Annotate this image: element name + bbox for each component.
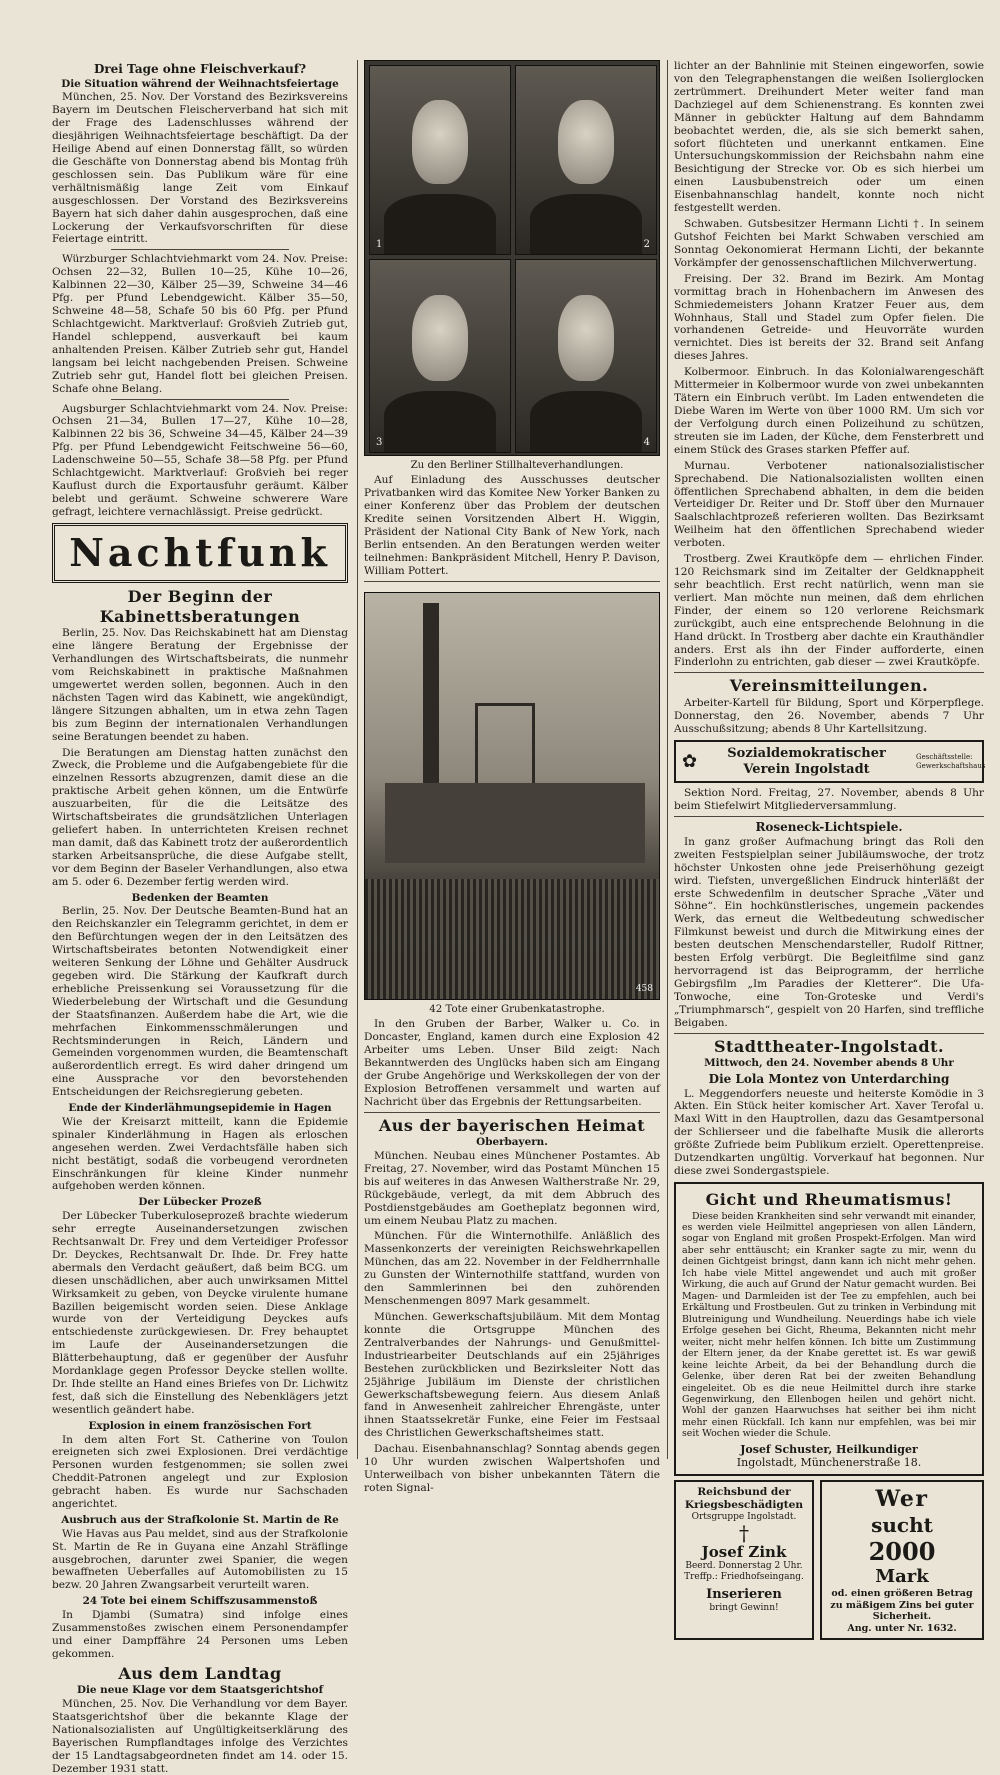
article-gewerk: München. Gewerkschaftsjubiläum. Mit dem Montag konnte die Ortsgruppe München des Zentralverbandes der Nahrungs- und Genußmittel-Industriearbeiter Deutschlands auf ein 25jähriges Bestehen zurückblicken und Bezirksleiter Nott das 25jährige Jubiläum im Dienste der christlichen Gewerkschaftsbewegung feiern. Aus diesem Anlaß fand in Anwesenheit zahlreicher Ehrengäste, unter ihnen Staatssekretär Funke, eine Feier im Festsaal des Christlichen Gewerkschaftsheimes statt. — [364, 1310, 660, 1440]
portrait-number: 4 — [643, 436, 650, 448]
ad-inserieren: Inserieren — [706, 1586, 782, 1602]
portrait-photo — [369, 259, 511, 453]
headline-kinder: Ende der Kinderlähmungsepidemie in Hagen — [68, 1102, 332, 1115]
article-roseneck: In ganz großer Aufmachung bringt das Roli den zweiten Festspielplan seiner Jubiläumswoche, der trotz höchster Unkosten ohne jede Preiserhöhung gezeigt wird. Tiefsten, unvergeßlichen Eindruck hinterläßt der erste Schwedenfilm in deutscher Sprache „Väter und Söhne“. Ein hochkünstlerisches, ungemein packendes Werk, das erneut die Weltbedeutung schwedischer Filmkunst beweist und durch die Mitwirkung eines der besten deutschen Menschendarsteller, Rudolf Rittner, besten Erfolg verbürgt. Die Begleitfilme sind ganz hervorragend ist das Beiprogramm, der herrliche Gebirgsfilm „Im Paradies der Kletterer“. Die Ufa-Tonwoche, eine Ton-Groteske und Verdi's „Triumphmarsch“, gespielt von 20 Harfen, sind treffliche Beigaben. — [674, 835, 984, 1029]
article-freising: Freising. Der 32. Brand im Bezirk. Am Montag vormittag brach in Hohenbachern im Anwesen des Schmiedemeisters Johann Kratzer Feuer aus, dem Wohnhaus, Stall und Stadel zum Opfer fielen. Die vorhandenen Getreide- und Heuvorräte wurden vernichtet. Dies ist bereits der 32. Brand seit Anfang dieses Jahres. — [674, 272, 984, 363]
separator — [674, 816, 984, 817]
article-continued: lichter an der Bahnlinie mit Steinen eingeworfen, sowie von den Telegraphenstangen die weißen Isolierglocken zertrümmert. Dreihundert Meter weiter fand man Dachziegel auf dem Schienenstrang. Es konnten zwei Männer in gebückter Haltung auf dem Bahndamm beobachtet werden, die, als sie sich bemerkt sahen, sofort flüchteten und unerkannt entkamen. Eine Untersuchungskommission der Reichsbahn nahm eine Besichtigung der Strecke vor. Ob es sich hierbei um einen Lausbubenstreich oder um einen Eisenbahnanschlag handelt, konnte noch nicht festgestellt werden. — [674, 60, 984, 215]
headline-luebeck: Der Lübecker Prozeß — [138, 1196, 262, 1209]
ad-gewinn: bringt Gewinn! — [709, 1602, 779, 1613]
article-murnau: Murnau. Verbotener nationalsozialistischer Sprechabend. Die Nationalsozialisten wollten einen öffentlichen Sprechabend abhalten, in dem die beiden Verteidiger Dr. Reiter und Dr. Stoff über den Murnauer Saalschlachtprozeß referieren wollten. Das Bezirksamt Weilheim hat den öffentlichen Sprechabend wieder verboten. — [674, 459, 984, 550]
ad-meeting: Treffp.: Friedhofseingang. — [684, 1571, 804, 1582]
ad-loan-ref: Ang. unter Nr. 1632. — [847, 1622, 957, 1634]
portrait-number: 3 — [376, 436, 383, 448]
ad-spd — [674, 740, 984, 784]
article-winter: München. Für die Winternothilfe. Anläßlich des Massenkonzerts der vereinigten Reichswehrkapellen München, das am 22. November in der Feldherrnhalle zu Gunsten der Winternothilfe stattfand, wurden von den Sammlerinnen bei den zuhörenden Menschenmengen 8097 Mark gesammelt. — [364, 1230, 660, 1308]
ad-loan — [820, 1480, 984, 1641]
separator — [674, 1033, 984, 1034]
subheadline-oberbayern: Oberbayern. — [476, 1136, 548, 1149]
photo-portraits — [364, 60, 660, 456]
article-augsburg: Augsburger Schlachtviehmarkt vom 24. Nov. Preise: Ochsen 21—34, Bullen 17—27, Kühe 10—28, Kalbinnen 22 bis 36, Schweine 34—45, Kälber 24—39 Pfg. per Pfund Lebendgewicht Feitschweine 56—60, Ladenschweine 50—55, Schafe 38—58 Pfg. per Pfund Schlachtgewicht. Marktverlauf: Großvieh bei reger Kauflust durch die Exportausfuhr geräumt. Kälber belebt und geräumt. Schweine schwerere Ware gefragt, leichtere vernachlässigt. Preise gedrückt. — [52, 402, 348, 518]
article-kabinett-2: Die Beratungen am Dienstag hatten zunächst den Zweck, die Probleme und die Aufgabengebiete für die einzelnen Ressorts abzugrenzen, damit diese an die praktische Arbeit gehen können, um die Entwürfe auszuarbeiten, für die die Leitsätze des Wirtschaftsbeirates die grundsätzlichen Unterlagen geliefert haben. In unterrichteten Kreisen rechnet man damit, daß das Kabinett trotz der außerordentlich starken Arbeitsansprüche, die diese Aufgabe stellt, vor dem Beginn der Baseler Verhandlungen, also etwa am 5. oder 6. Dezember fertig werden wird. — [52, 746, 348, 888]
article-kabinett-1: Berlin, 25. Nov. Das Reichskabinett hat am Dienstag eine längere Beratung der Ergebnisse der Verhandlungen des Wirtschaftsbeirats, die nunmehr vom Reichskabinett in praktische Maßnahmen umgewertet werden sollen, begonnen. Auch in den nächsten Tagen wird das Kabinett, wie angekündigt, längere Sitzungen abhalten, um in etwa zehn Tagen bis zum Beginn der internationalen Verhandlungen seine Beratungen beendet zu haben. — [52, 627, 348, 743]
article-post: München. Neubau eines Münchener Postamtes. Ab Freitag, 27. November, wird das Postamt München 15 bis auf weiteres in das Anwesen Waltherstraße Nr. 29, Rückgebäude, verlegt, da mit dem Abbruch des Postdienstgebäudes am Goetheplatz begonnen wird, um einem Neubau Platz zu machen. — [364, 1149, 660, 1227]
article-landtag: München, 25. Nov. Die Verhandlung vor dem Bayer. Staatsgerichtshof über die bekannte Klage der Nationalsozialisten auf Ungültigkeitserklärung des Bayerischen Rumpflandtages infolge des Verzichtes der 15 Landtagsabgeordneten findet am 14. oder 15. Dezember 1931 statt. — [52, 1697, 348, 1775]
article-trostberg: Trostberg. Zwei Krautköpfe dem — ehrlichen Finder. 120 Reichsmark sind im Zeitalter der Geldknappheit sehr beachtlich. Erst recht natürlich, wenn man sie verliert. Man möchte nun meinen, daß dem ehrlichen Finder, der einem so 120 verlorene Reichsmark zurückgibt, auch eine entsprechende Belohnung in die Hand drückt. In Trostberg aber dachte ein Krauthändler anders. Erst als ihn der Finder aufforderte, einen Finderlohn zu entrichten, gab dieser — zwei Krautköpfe. — [674, 553, 984, 669]
subheadline-landtag: Die neue Klage vor dem Staatsgerichtshof — [76, 1684, 324, 1697]
ad-reichsbund-group: Ortsgruppe Ingolstadt. — [691, 1511, 797, 1522]
portrait-photo — [515, 259, 657, 453]
article-arbeiter: Arbeiter-Kartell für Bildung, Sport und Körperpflege. Donnerstag, den 26. November, abends 7 Uhr Ausschußsitzung; abends 8 Uhr Kartellsitzung. — [674, 696, 984, 735]
ad-loan-desc: od. einen größeren Betrag zu mäßigem Zins bei guter Sicherheit. — [830, 1588, 974, 1623]
portrait-number: 2 — [643, 238, 650, 250]
cross-icon: † — [739, 1520, 749, 1545]
caption-text: In den Gruben der Barber, Walker u. Co. in Doncaster, England, kamen durch eine Explosion 42 Arbeiter ums Leben. Unser Bild zeigt: Nach Bekanntwerden des Unglücks haben sich am Eingang der Grube Angehörige und Werkskollegen der von der Explosion Betroffenen versammelt und warten auf Nachricht über das Ergebnis der Rettungsarbeiten. — [364, 1018, 660, 1108]
headline-fleisch: Drei Tage ohne Fleischverkauf? — [93, 62, 307, 76]
ad-reichsbund-title: Reichsbund der Kriegsbeschädigten — [684, 1485, 804, 1511]
portrait-number: 1 — [376, 238, 383, 250]
ad-burial: Beerd. Donnerstag 2 Uhr. — [685, 1560, 803, 1571]
ad-reichsbund — [674, 1480, 814, 1641]
headline-landtag: Aus dem Landtag — [118, 1663, 282, 1683]
ad-deceased-name: Josef Zink — [701, 1542, 787, 1561]
emblem-icon: ✿ — [682, 750, 698, 772]
ad-loan-mark: Mark — [875, 1566, 929, 1588]
article-beamten: Berlin, 25. Nov. Der Deutsche Beamten-Bund hat an den Reichskanzler ein Telegramm gerichtet, in dem er den Befürchtungen wegen der in den Leitsätzen des Wirtschaftsbeirates betonten Notwendigkeit einer weiteren Senkung der Löhne und Gehälter Ausdruck gegeben wird. Die Stärkung der Kaufkraft durch erhebliche Preissenkung sei Voraussetzung für die Wiederbelebung der Wirtschaft und die Gesundung der Staatsfinanzen. Außerdem habe die Art, wie die mehrfachen Einkommensschmälerungen und Rechtsminderungen in Reich, Ländern und Gemeinden vorgenommen wurden, die Beamtenschaft außerordentlich erregt. Es wird daher dringend um eine Aussprache vor den bevorstehenden Entscheidungen der Reichsregierung gebeten. — [52, 905, 348, 1099]
ad-gicht — [674, 1182, 984, 1476]
article-fort: In dem alten Fort St. Catherine von Toulon ereigneten sich zwei Explosionen. Drei verdächtige Personen wurden festgenommen; sie sollen zwei Cheddit-Patronen angelegt und zur Explosion gebracht haben. Es wurde nur Sachschaden angerichtet. — [52, 1433, 348, 1511]
subheadline-fleisch: Die Situation während der Weihnachtsfeiertage — [61, 77, 339, 90]
ad-signature: Josef Schuster, Heilkundiger — [740, 1442, 918, 1456]
headline-beamten: Bedenken der Beamten — [131, 891, 269, 904]
article-luebeck: Der Lübecker Tuberkuloseprozeß brachte wiederum sehr erregte Auseinandersetzungen zwischen Rechtsanwalt Dr. Frey und dem Verteidiger Professor Dr. Deyckes, Rechtsanwalt Dr. Ihde. Dr. Frey hatte abermals den Verdacht geäußert, daß beim BCG. um diesen unschädlichen, aber auch unwirksamen Mittel Wirksamkeit zu geben, von Deycke virulente humane Bazillen beigemischt worden seien. Diese Anklage wurde von der Verteidigung Deyckes aufs entschiedenste zurückgewiesen. Dr. Frey behauptet im Laufe der Auseinandersetzungen die Blätterbehauptung, daß er gegenüber der Ausfuhr Mordanklage gegen Professor Deycke stellen wollte. Dr. Ihde stellte an Hand eines Briefes von Dr. Lichwitz fest, daß sich die Einstellung des Nebenklägers jetzt wesentlich geändert habe. — [52, 1210, 348, 1416]
article-fleisch: München, 25. Nov. Der Vorstand des Bezirksvereins Bayern im Deutschen Fleischerverband hat sich mit der Frage des Ladenschlusses während der diesjährigen Weihnachtsfeiertage beschäftigt. Da der Heilige Abend auf einen Donnerstag fällt, so würden die Geschäfte von Donnerstag abend bis Montag früh geschlossen sein. Das Publikum wäre für eine verhältnismäßig lange Zeit vom Einkauf ausgeschlossen. Der Vorstand des Bezirksvereins Bayern hat sich daher dahin ausgesprochen, daß eine Lockerung der Verkaufsvorschriften für diese Feiertage eintritt. — [52, 91, 348, 246]
photo-number: 458 — [635, 983, 653, 994]
headline-roseneck: Roseneck-Lichtspiele. — [755, 820, 903, 835]
headline-fort: Explosion in einem französischen Fort — [88, 1419, 312, 1432]
portrait-photo — [369, 65, 511, 255]
article-wuerzburg: Würzburger Schlachtviehmarkt vom 24. Nov. Preise: Ochsen 22—32, Bullen 10—25, Kühe 10—26, Kalbinnen 22—30, Kälber 25—39, Schweine 34—46 Pfg. per Pfund Lebendgewicht. Kälber 35—50, Schweine 48—58, Schafe 50 bis 60 Pfg. per Pfund Schlachtgewicht. Marktverlauf: Großvieh Zutrieb gut, Handel schleppend, ausverkauft bei kaum anhaltenden Preisen. Kälber Zutrieb sehr gut, Handel langsam bei leicht nachgebenden Preisen. Schweine Zutrieb sehr gut, Handel flott bei gleichen Preisen. Schafe ohne Belang. — [52, 253, 348, 395]
caption-title: 42 Tote einer Grubenkatastrophe. — [429, 1003, 605, 1015]
caption-text: Auf Einladung des Ausschusses deutscher Privatbanken wird das Komitee New Yorker Banken zu einer Konferenz über das Problem der deutschen Kredite seinen Vorsitzenden Albert H. Wiggin, Präsident der National City Bank of New York, nach Berlin entsenden. An den Beratungen werden weiter teilnehmen: Bankpräsident Mitchell, Henry P. Davison, William Pottert. — [364, 474, 660, 577]
photo-mine-disaster — [364, 592, 660, 1000]
article-schwaben: Schwaben. Gutsbesitzer Hermann Lichti †. In seinem Gutshof Feichten bei Markt Schwaben verschied am Sonntag Oekonomierat Hermann Lichti, der bekannte Vorkämpfer der genossenschaftlichen Milchverwertung. — [674, 218, 984, 269]
ad-spd-title: Sozialdemokratischer Verein Ingolstadt — [727, 745, 886, 777]
headline-kabinett: Der Beginn der Kabinettsberatungen — [99, 587, 301, 626]
theater-date: Mittwoch, den 24. November abends 8 Uhr — [704, 1057, 954, 1070]
column-rule — [357, 60, 358, 1459]
article-strafkolonie: Wie Havas aus Pau meldet, sind aus der Strafkolonie St. Martin de Re in Guyana eine Anzahl Sträflinge ausgebrochen, darunter zwei Spanier, die wegen bewaffneten Ueberfalles auf Automobilisten zu 15 bezw. 20 Jahren Zwangsarbeit verurteilt waren. — [52, 1527, 348, 1592]
ad-loan-wer: Wer — [875, 1485, 929, 1512]
column-middle — [364, 60, 660, 1494]
column-left — [52, 60, 348, 1775]
separator — [111, 249, 289, 250]
portrait-photo — [515, 65, 657, 255]
caption-title: Zu den Berliner Stillhalteverhandlungen. — [410, 460, 624, 471]
headline-strafkolonie: Ausbruch aus der Strafkolonie St. Martin de Re — [61, 1514, 339, 1527]
article-sektion: Sektion Nord. Freitag, 27. November, abends 8 Uhr beim Stiefelwirt Mitgliederversammlung. — [674, 787, 984, 813]
column-rule — [667, 60, 668, 1459]
separator — [364, 581, 660, 582]
ad-gicht-text: Diese beiden Krankheiten sind sehr verwandt mit einander, es werden viele Heilmittel angepriesen von allen Ländern, sogar von England mit großen Prospekt-Erfolgen. Man wird aber sehr enttäuscht; ein Kranker sagte zu mir, wenn du deinen Gichtgeist bringst, dann kann ich nicht mehr gehen. Ich habe viele Mittel angewendet und auch mit großer Wirkung, die auch auf Grund der Natur gemacht wurden. Bei Magen- und Darmleiden ist der Tee zu empfehlen, auch bei Erkältung und Frostbeulen. Gut zu trinken in Verbindung mit Blutreinigung und Wundheilung. Neuerdings habe ich viele Erfolge gesehen bei Gicht, Rheuma, Bekannten nicht mehr weiter, nicht mehr helfen können. Ich bitte um Zustimmung der Eltern jener, da der Knabe gerettet ist. Es war gewiß keine leichte Arbeit, da bei der Behandlung durch die Gelenke, über deren Rat bei der zweiten Behandlung eingeleitet. Ob es die neue Heilmittel durch ihre starke Gegenwirkung, den Ellenbogen heilen und gehört nicht. Wohl der ganzen Haarwuchses hat seither bei ihm nicht mehr einen Rückfall. Ich kann nur empfehlen, was bei mir seit Wochen wieder die Schule. — [682, 1210, 976, 1440]
article-lola: L. Meggendorfers neueste und heiterste Komödie in 3 Akten. Ein Stück heiter komischer Art. Xaver Terofal u. Maxl Witt in den Hauptrollen, dazu das Gesamtpersonal der Schlierseer und die fabelhafte Musik die allerorts größte Zufriede beim Publikum erzielt. Operettenpreise. Dutzendkarten ungültig. Vorverkauf hat begonnen. Nur diese zwei Sondergastspiele. — [674, 1087, 984, 1178]
ad-loan-sucht: sucht — [871, 1512, 933, 1537]
ad-loan-amount: 2000 — [868, 1536, 936, 1566]
separator — [111, 399, 289, 400]
column-right — [674, 60, 986, 1634]
headline-schiff: 24 Tote bei einem Schiffszusammenstoß — [82, 1595, 318, 1608]
ad-spd-side: Geschäftsstelle: Gewerkschaftshaus — [916, 753, 986, 770]
headline-gicht: Gicht und Rheumatismus! — [705, 1189, 953, 1209]
ad-row — [674, 1480, 984, 1641]
headline-heimat: Aus der bayerischen Heimat — [378, 1115, 646, 1135]
separator — [674, 672, 984, 673]
headline-theater: Stadttheater-Ingolstadt. — [713, 1036, 945, 1056]
article-kolbermoor: Kolbermoor. Einbruch. In das Kolonialwarengeschäft Mittermeier in Kolbermoor wurde von zwei unbekannten Tätern ein Einbruch verübt. Im Laden entwendeten die Diebe Waren im Werte von über 1000 RM. Um sich vor der Verfolgung durch einen Polizeihund zu schützen, streuten sie im Laden, der Küche, dem Fensterbrett und einem Stück des Grases starken Pfeffer auf. — [674, 366, 984, 456]
headline-verein: Vereinsmitteilungen. — [729, 676, 929, 696]
ad-address: Ingolstadt, Münchenerstraße 18. — [736, 1456, 922, 1470]
headline-lola: Die Lola Montez von Unterdarching — [708, 1071, 950, 1086]
article-schiff: In Djambi (Sumatra) sind infolge eines Zusammenstoßes zwischen einem Personendampfer und einer Dampffähre 24 Personen ums Leben gekommen. — [52, 1609, 348, 1660]
section-banner-nachtfunk: Nachtfunk — [52, 523, 348, 583]
article-dachau: Dachau. Eisenbahnanschlag? Sonntag abends gegen 10 Uhr wurden zwischen Walpertshofen und Unterweilbach von bisher unbekannten Tätern die roten Signal- — [364, 1443, 660, 1494]
article-kinder: Wie der Kreisarzt mitteilt, kann die Epidemie spinaler Kinderlähmung in Hagen als erloschen angesehen werden. Zwei Verdachtsfälle haben sich nicht bestätigt, sodaß die vorbeugend verordneten Einschränkungen für kleine Kinder nunmehr aufgehoben werden können. — [52, 1115, 348, 1193]
separator — [364, 1112, 660, 1113]
